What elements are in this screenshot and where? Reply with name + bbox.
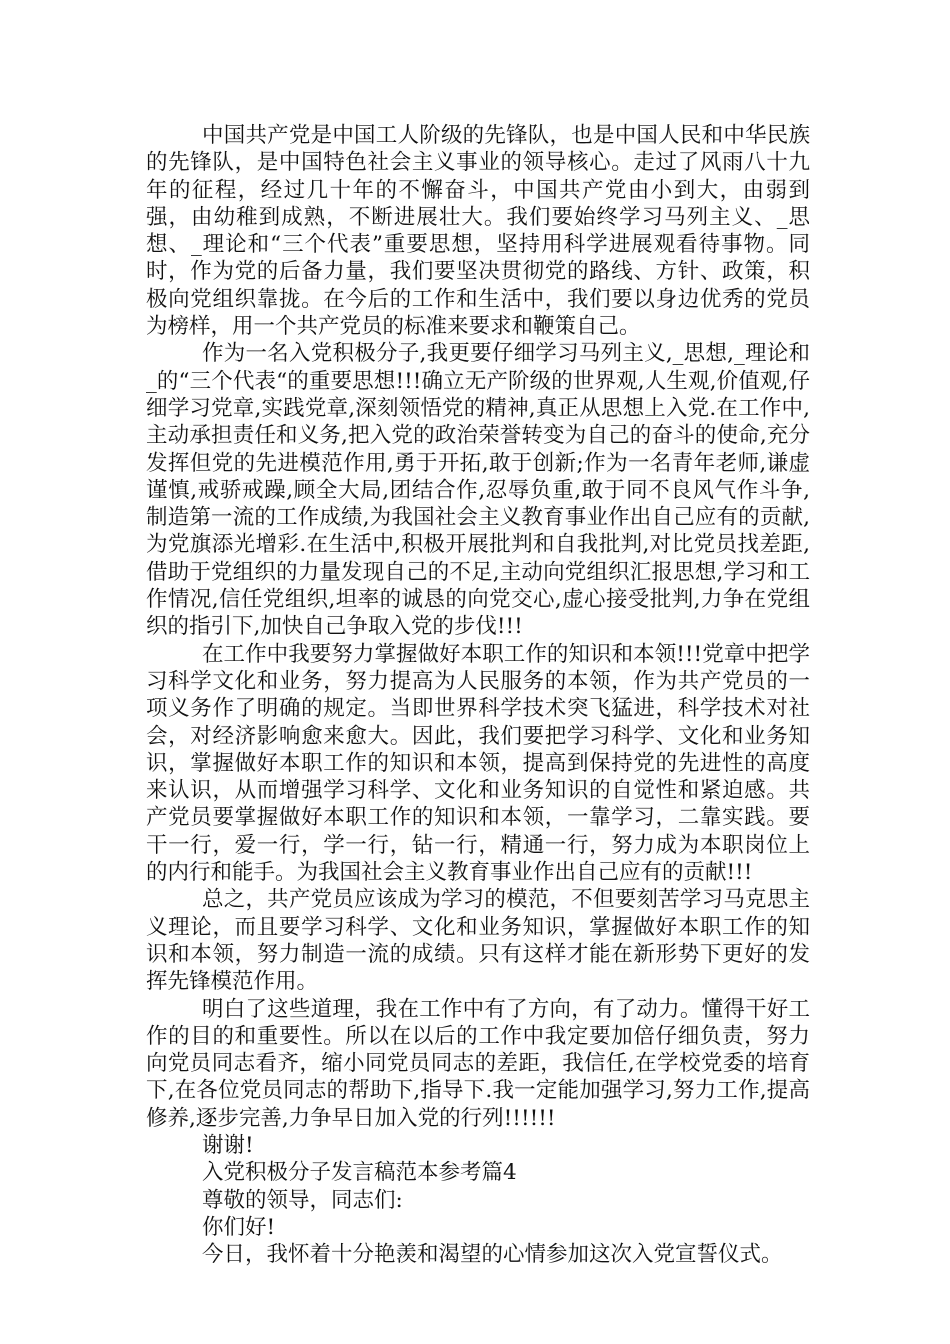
opening-line: 今日，我怀着十分艳羡和渴望的心情参加这次入党宣誓仪式。 <box>202 1242 783 1268</box>
section-title: 入党积极分子发言稿范本参考篇4 <box>202 1160 517 1186</box>
hello-line: 你们好! <box>202 1214 276 1240</box>
greeting-line: 尊敬的领导，同志们: <box>202 1187 403 1213</box>
document-body <box>146 122 810 1268</box>
paragraph-activist-commitment: 作为一名入党积极分子,我更要仔细学习马列主义,_思想,_理论和_的“三个代表“的重要思想!!!确立无产阶级的世界观,人生观,价值观,仔细学习党章,实践党章,深刻领悟党的精神,真正从思想上入党.在工作中,主动承担责任和义务,把入党的政治荣誉转变为自己的奋斗的使命,充分发挥但党的先进模范作用,勇于开拓,敢于创新;作为一名青年老师,谦虚谨慎,戒骄戒躁,顾全大局,团结合作,忍辱负重,敢于同不良风气作斗争,制造第一流的工作成绩,为我国社会主义教育事业作出自己应有的贡献,为党旗添光增彩.在生活中,积极开展批判和自我批判,对比党员找差距,借助于党组织的力量发现自己的不足,主动向党组织汇报思想,学习和工作情况,信任党组织,坦率的诚恳的向党交心,虚心接受批判,力争在党组织的指引下,加快自己争取入党的步伐!!! <box>146 341 810 640</box>
thanks-line: 谢谢! <box>202 1132 254 1158</box>
paragraph-conclusion: 总之，共产党员应该成为学习的模范，不但要刻苦学习马克思主义理论，而且要学习科学、文化和业务知识，掌握做好本职工作的知识和本领，努力制造一流的成绩。只有这样才能在新形势下更好的发挥先锋模范作用。 <box>146 887 810 995</box>
paragraph-work-knowledge: 在工作中我要努力掌握做好本职工作的知识和本领!!!党章中把学习科学文化和业务，努力提高为人民服务的本领，作为共产党员的一项义务作了明确的规定。当即世界科学技术突飞猛进，科学技术对社会，对经济影响愈来愈大。因此，我们要把学习科学、文化和业务知识，掌握做好本职工作的知识和本领，提高到保持党的先进性的高度来认识，从而增强学习科学、文化和业务知识的自觉性和紧迫感。共产党员要掌握做好本职工作的知识和本领，一靠学习，二靠实践。要干一行，爱一行，学一行，钻一行，精通一行，努力成为本职岗位上的内行和能手。为我国社会主义教育事业作出自己应有的贡献!!! <box>146 641 810 886</box>
paragraph-party-introduction: 中国共产党是中国工人阶级的先锋队，也是中国人民和中华民族的先锋队，是中国特色社会主义事业的领导核心。走过了风雨八十九年的征程，经过几十年的不懈奋斗，中国共产党由小到大，由弱到强，由幼稚到成熟，不断进展壮大。我们要始终学习马列主义、_思想、_理论和“三个代表”重要思想，坚持用科学进展观看待事物。同时，作为党的后备力量，我们要坚决贯彻党的路线、方针、政策，积极向党组织靠拢。在今后的工作和生活中，我们要以身边优秀的党员为榜样，用一个共产党员的标准来要求和鞭策自己。 <box>146 123 810 340</box>
paragraph-direction: 明白了这些道理，我在工作中有了方向，有了动力。懂得干好工作的目的和重要性。所以在以后的工作中我定要加倍仔细负责，努力向党员同志看齐，缩小同党员同志的差距，我信任,在学校党委的培育下,在各位党员同志的帮助下,指导下.我一定能加强学习,努力工作,提高修养,逐步完善,力争早日加入党的行列!!!!!! <box>146 996 810 1131</box>
